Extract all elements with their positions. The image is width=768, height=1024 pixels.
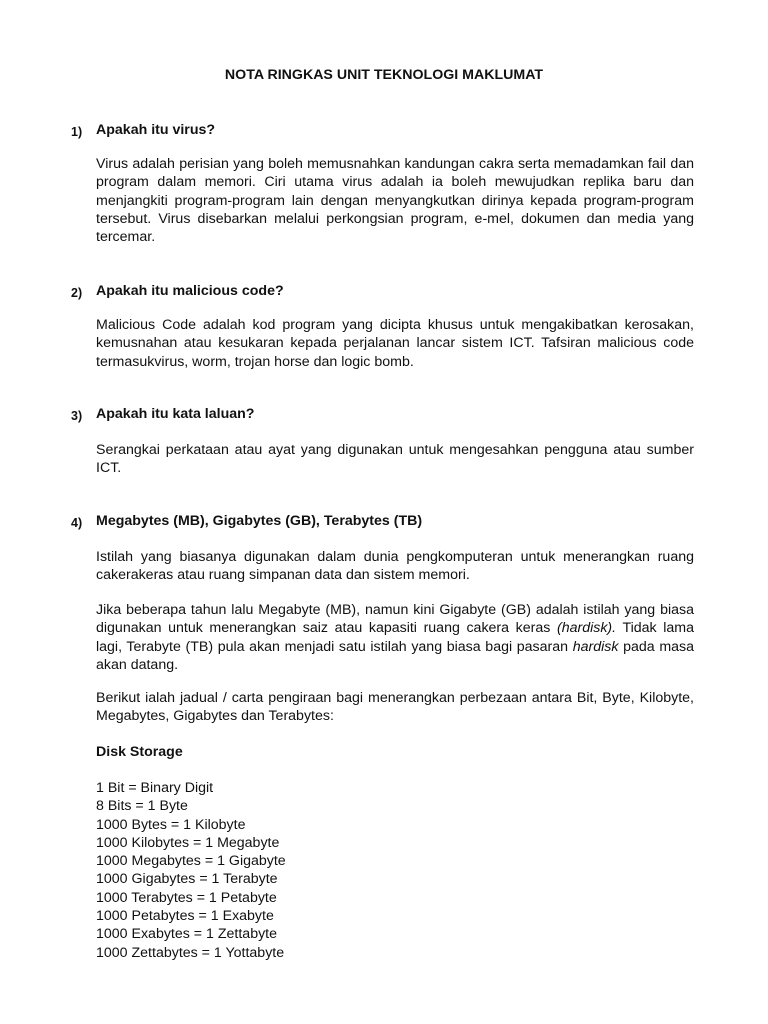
paragraph-line: program dalam memori. Ciri utama virus adalah ia boleh mewujudkan replika baru dan [96,174,694,191]
list-item: 1000 Kilobytes = 1 Megabyte [96,834,280,851]
section-3-number: 3) [71,409,83,423]
storage-conversion-list [96,779,286,962]
paragraph-line: Malicious Code adalah kod program yang dicipta khusus untuk mengakibatkan kerosakan, [96,317,694,333]
section-4-paragraph-1 [96,548,694,585]
section-4-paragraph-3 [96,689,694,726]
section-2-paragraph [96,316,694,371]
list-item: 1000 Gigabytes = 1 Terabyte [96,871,278,888]
paragraph-line: Serangkai perkataan atau ayat yang digunakan untuk mengesahkan pengguna atau sumber [96,442,694,458]
list-item: 1000 Zettabytes = 1 Yottabyte [96,944,285,961]
paragraph-line: menjangkiti program-program lain dengan menyangkutkan dirinya kepada program-program [96,192,694,209]
section-2-number: 2) [71,286,83,300]
section-3-paragraph [96,441,694,478]
hardisk-term: (hardisk). [556,620,617,637]
paragraph-line: kemusnahan atau kesukaran kepada perjalanan lancar sistem ICT. Tafsiran malicious code [96,335,694,352]
list-item: 1000 Petabytes = 1 Exabyte [96,908,274,925]
paragraph-line: digunakan untuk menerangkan saiz atau kapasiti ruang cakera keras (hardisk). Tidak lama [96,620,694,637]
list-item: 1 Bit = Binary Digit [96,780,214,796]
paragraph-line: Istilah yang biasanya digunakan dalam dunia pengkomputeran untuk menerangkan ruang [96,549,694,565]
paragraph-line: akan datang. [96,656,179,673]
paragraph-line: lagi, Terabyte (TB) pula akan menjadi satu istilah yang biasa bagi pasaran hardisk pada masa [96,638,695,655]
section-4-number: 4) [71,516,83,530]
paragraph-line: termasukvirus, worm, trojan horse dan logic bomb. [96,353,414,370]
list-item: 1000 Exabytes = 1 Zettabyte [96,926,278,943]
paragraph-line: Berikut ialah jadual / carta pengiraan bagi menerangkan perbezaan antara Bit, Byte, Kilobyte, [96,690,694,706]
page-title: NOTA RINGKAS UNIT TEKNOLOGI MAKLUMAT [224,67,544,83]
paragraph-line: Jika beberapa tahun lalu Megabyte (MB), namun kini Gigabyte (GB) adalah istilah yang biasa [96,602,694,618]
section-1-paragraph [96,155,694,246]
section-1-heading: Apakah itu virus? [96,122,216,138]
section-1-number: 1) [71,125,83,139]
paragraph-line: tersebut. Virus disebarkan melalui perkongsian program, e-mel, dokumen dan media yang [96,210,694,227]
section-3-heading: Apakah itu kata laluan? [96,406,255,422]
section-2-heading: Apakah itu malicious code? [96,283,284,299]
disk-storage-heading: Disk Storage [96,744,183,760]
paragraph-line: Virus adalah perisian yang boleh memusnahkan kandungan cakra serta memadamkan fail dan [96,156,694,172]
hardisk-term: hardisk [572,638,619,655]
list-item: 1000 Terabytes = 1 Petabyte [96,889,277,906]
list-item: 1000 Megabytes = 1 Gigabyte [96,853,286,870]
paragraph-line: cakerakeras atau ruang simpanan data dan sistem memori. [96,567,470,584]
paragraph-line: tercemar. [96,229,156,246]
section-4-heading: Megabytes (MB), Gigabytes (GB), Terabytes (TB) [96,513,423,529]
paragraph-line: ICT. [96,460,122,477]
section-4-paragraph-2 [96,601,694,674]
paragraph-line: Megabytes, Gigabytes dan Terabytes: [96,708,334,725]
list-item: 8 Bits = 1 Byte [96,798,188,815]
list-item: 1000 Bytes = 1 Kilobyte [96,816,246,833]
